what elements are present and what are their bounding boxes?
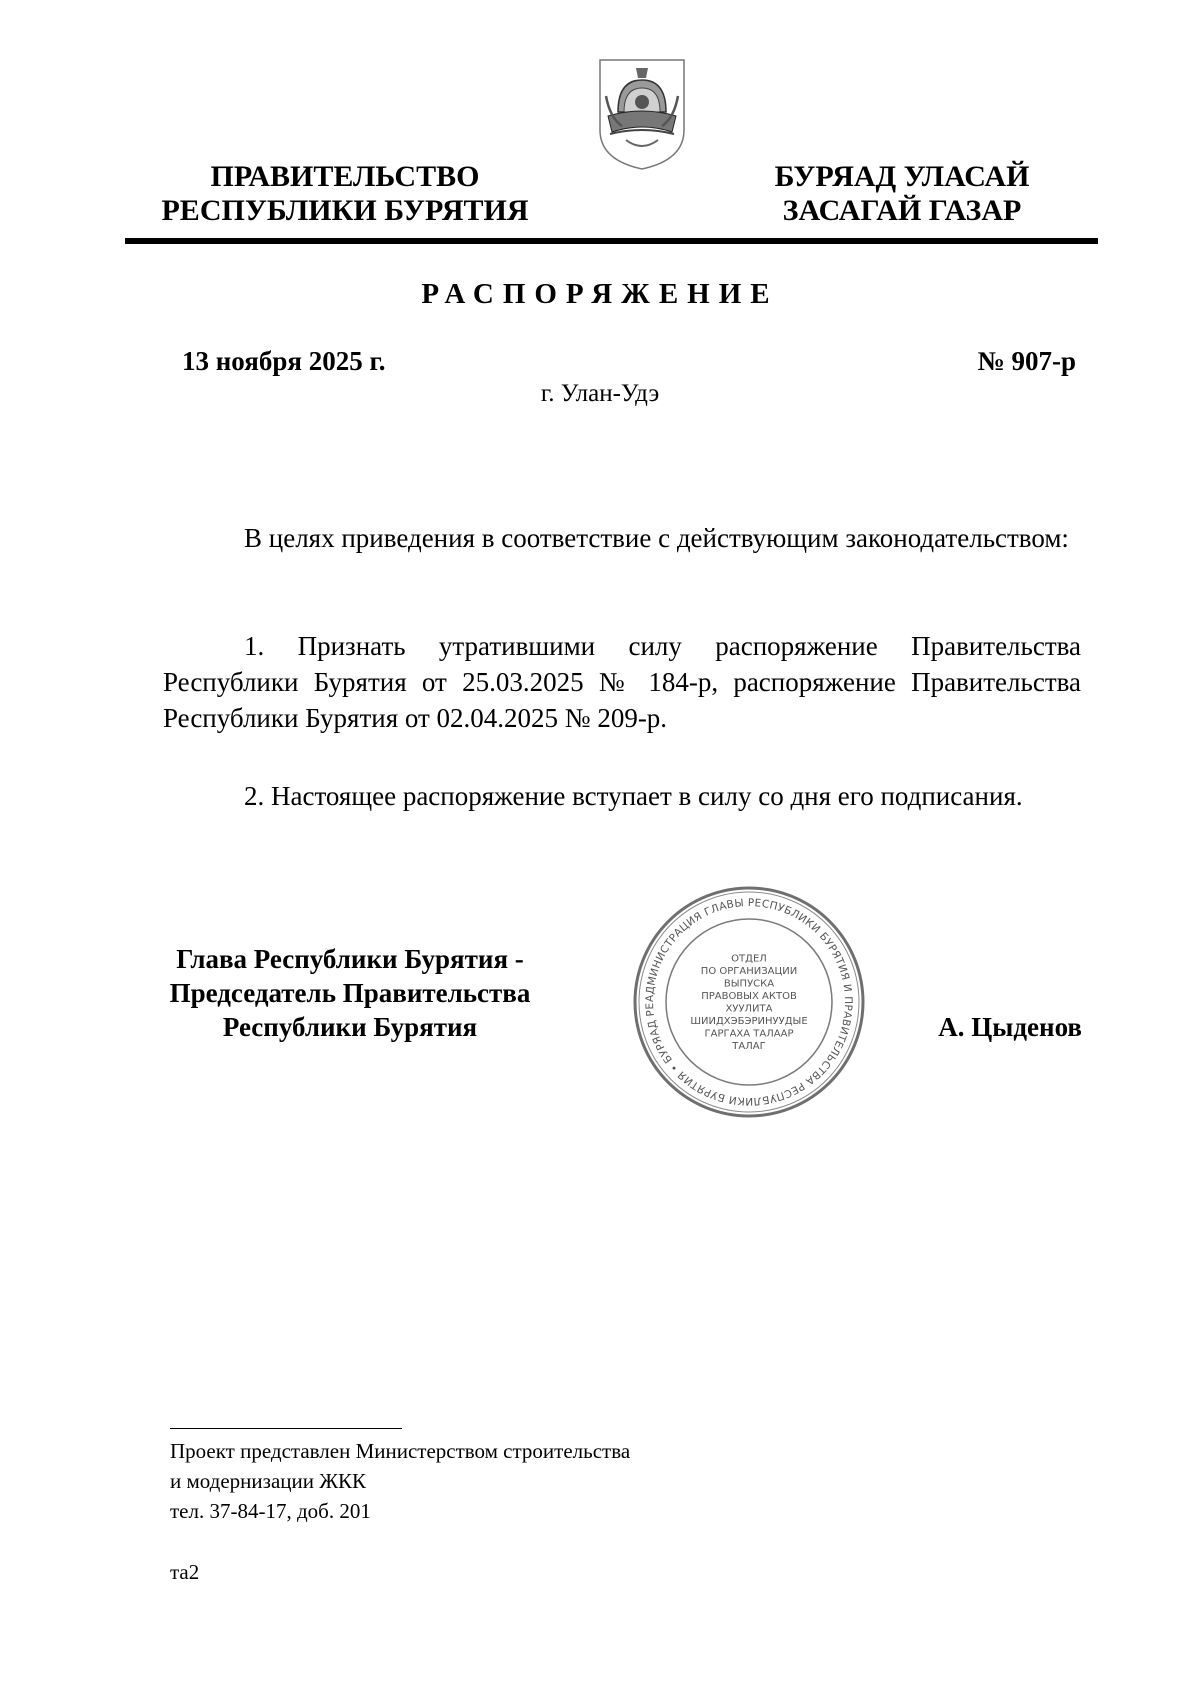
document-number: № 907-р: [977, 346, 1076, 376]
document-date: 13 ноября 2025 г.: [182, 346, 386, 376]
official-seal: [632, 885, 866, 1119]
signer-title: [150, 942, 550, 1044]
seal-center-line: ПО ОРГАНИЗАЦИИ: [700, 965, 798, 977]
header-right-line1: БУРЯАД УЛАСАЙ: [774, 160, 1030, 193]
seal-center-line: ШИИДХЭБЭРИНУУДЫЕ: [690, 1015, 808, 1027]
signer-title-line1: Глава Республики Бурятия -: [176, 944, 524, 974]
footnote-line3: тел. 37-84-17, доб. 201: [170, 1499, 371, 1523]
signer-name: А. Цыденов: [938, 1012, 1082, 1042]
coat-of-arms-icon: [596, 56, 688, 172]
footnote-divider: [170, 1428, 402, 1429]
header-left-line1: ПРАВИТЕЛЬСТВО: [210, 160, 480, 193]
document-type: РАСПОРЯЖЕНИЕ: [421, 278, 779, 310]
header-right-line2: ЗАСАГАЙ ГАЗАР: [782, 194, 1022, 227]
seal-center-line: ХУУЛИТА: [725, 1003, 773, 1015]
preamble-paragraph: В целях приведения в соответствие с действующим законодательством:: [244, 523, 1069, 553]
seal-ring-text: АДМИНИСТРАЦИЯ ГЛАВЫ РЕСПУБЛИКИ БУРЯТИЯ И ПРАВИТЕЛЬСТВА РЕСПУБЛИКИ БУРЯТИЯ • БУРЯАД РЕ: [643, 896, 855, 1108]
footnote-line1: Проект представлен Министерством строительства: [170, 1439, 631, 1463]
header-right: [752, 160, 1052, 228]
item-1-paragraph: 1. Признать утратившими силу распоряжение Правительства Республики Бурятия от 25.03.2025 № 184-р, распоряжение Правительства Республики Бурятия от 02.04.2025 № 209-р.: [163, 631, 1081, 733]
header-divider: [125, 238, 1098, 244]
signer-title-line2: Председатель Правительства: [169, 978, 531, 1008]
item-2-paragraph: 2. Настоящее распоряжение вступает в силу со дня его подписания.: [244, 781, 1023, 811]
footnote-line2: и модернизации ЖКК: [170, 1469, 367, 1493]
header-left: [150, 160, 540, 228]
document-city: г. Улан-Удэ: [540, 380, 660, 407]
seal-center-line: ОТДЕЛ: [731, 953, 767, 965]
seal-center-line: ПРАВОВЫХ АКТОВ: [701, 990, 797, 1002]
footnote: [170, 1436, 630, 1526]
seal-center-line: ГАРГАХА ТАЛААР: [704, 1028, 794, 1040]
seal-center-line: ВЫПУСКА: [723, 978, 775, 990]
header-left-line2: РЕСПУБЛИКИ БУРЯТИЯ: [161, 194, 529, 227]
signer-title-line3: Республики Бурятия: [222, 1012, 478, 1042]
seal-center-line: ТАЛАГ: [732, 1040, 766, 1052]
page-code: та2: [170, 1560, 200, 1584]
